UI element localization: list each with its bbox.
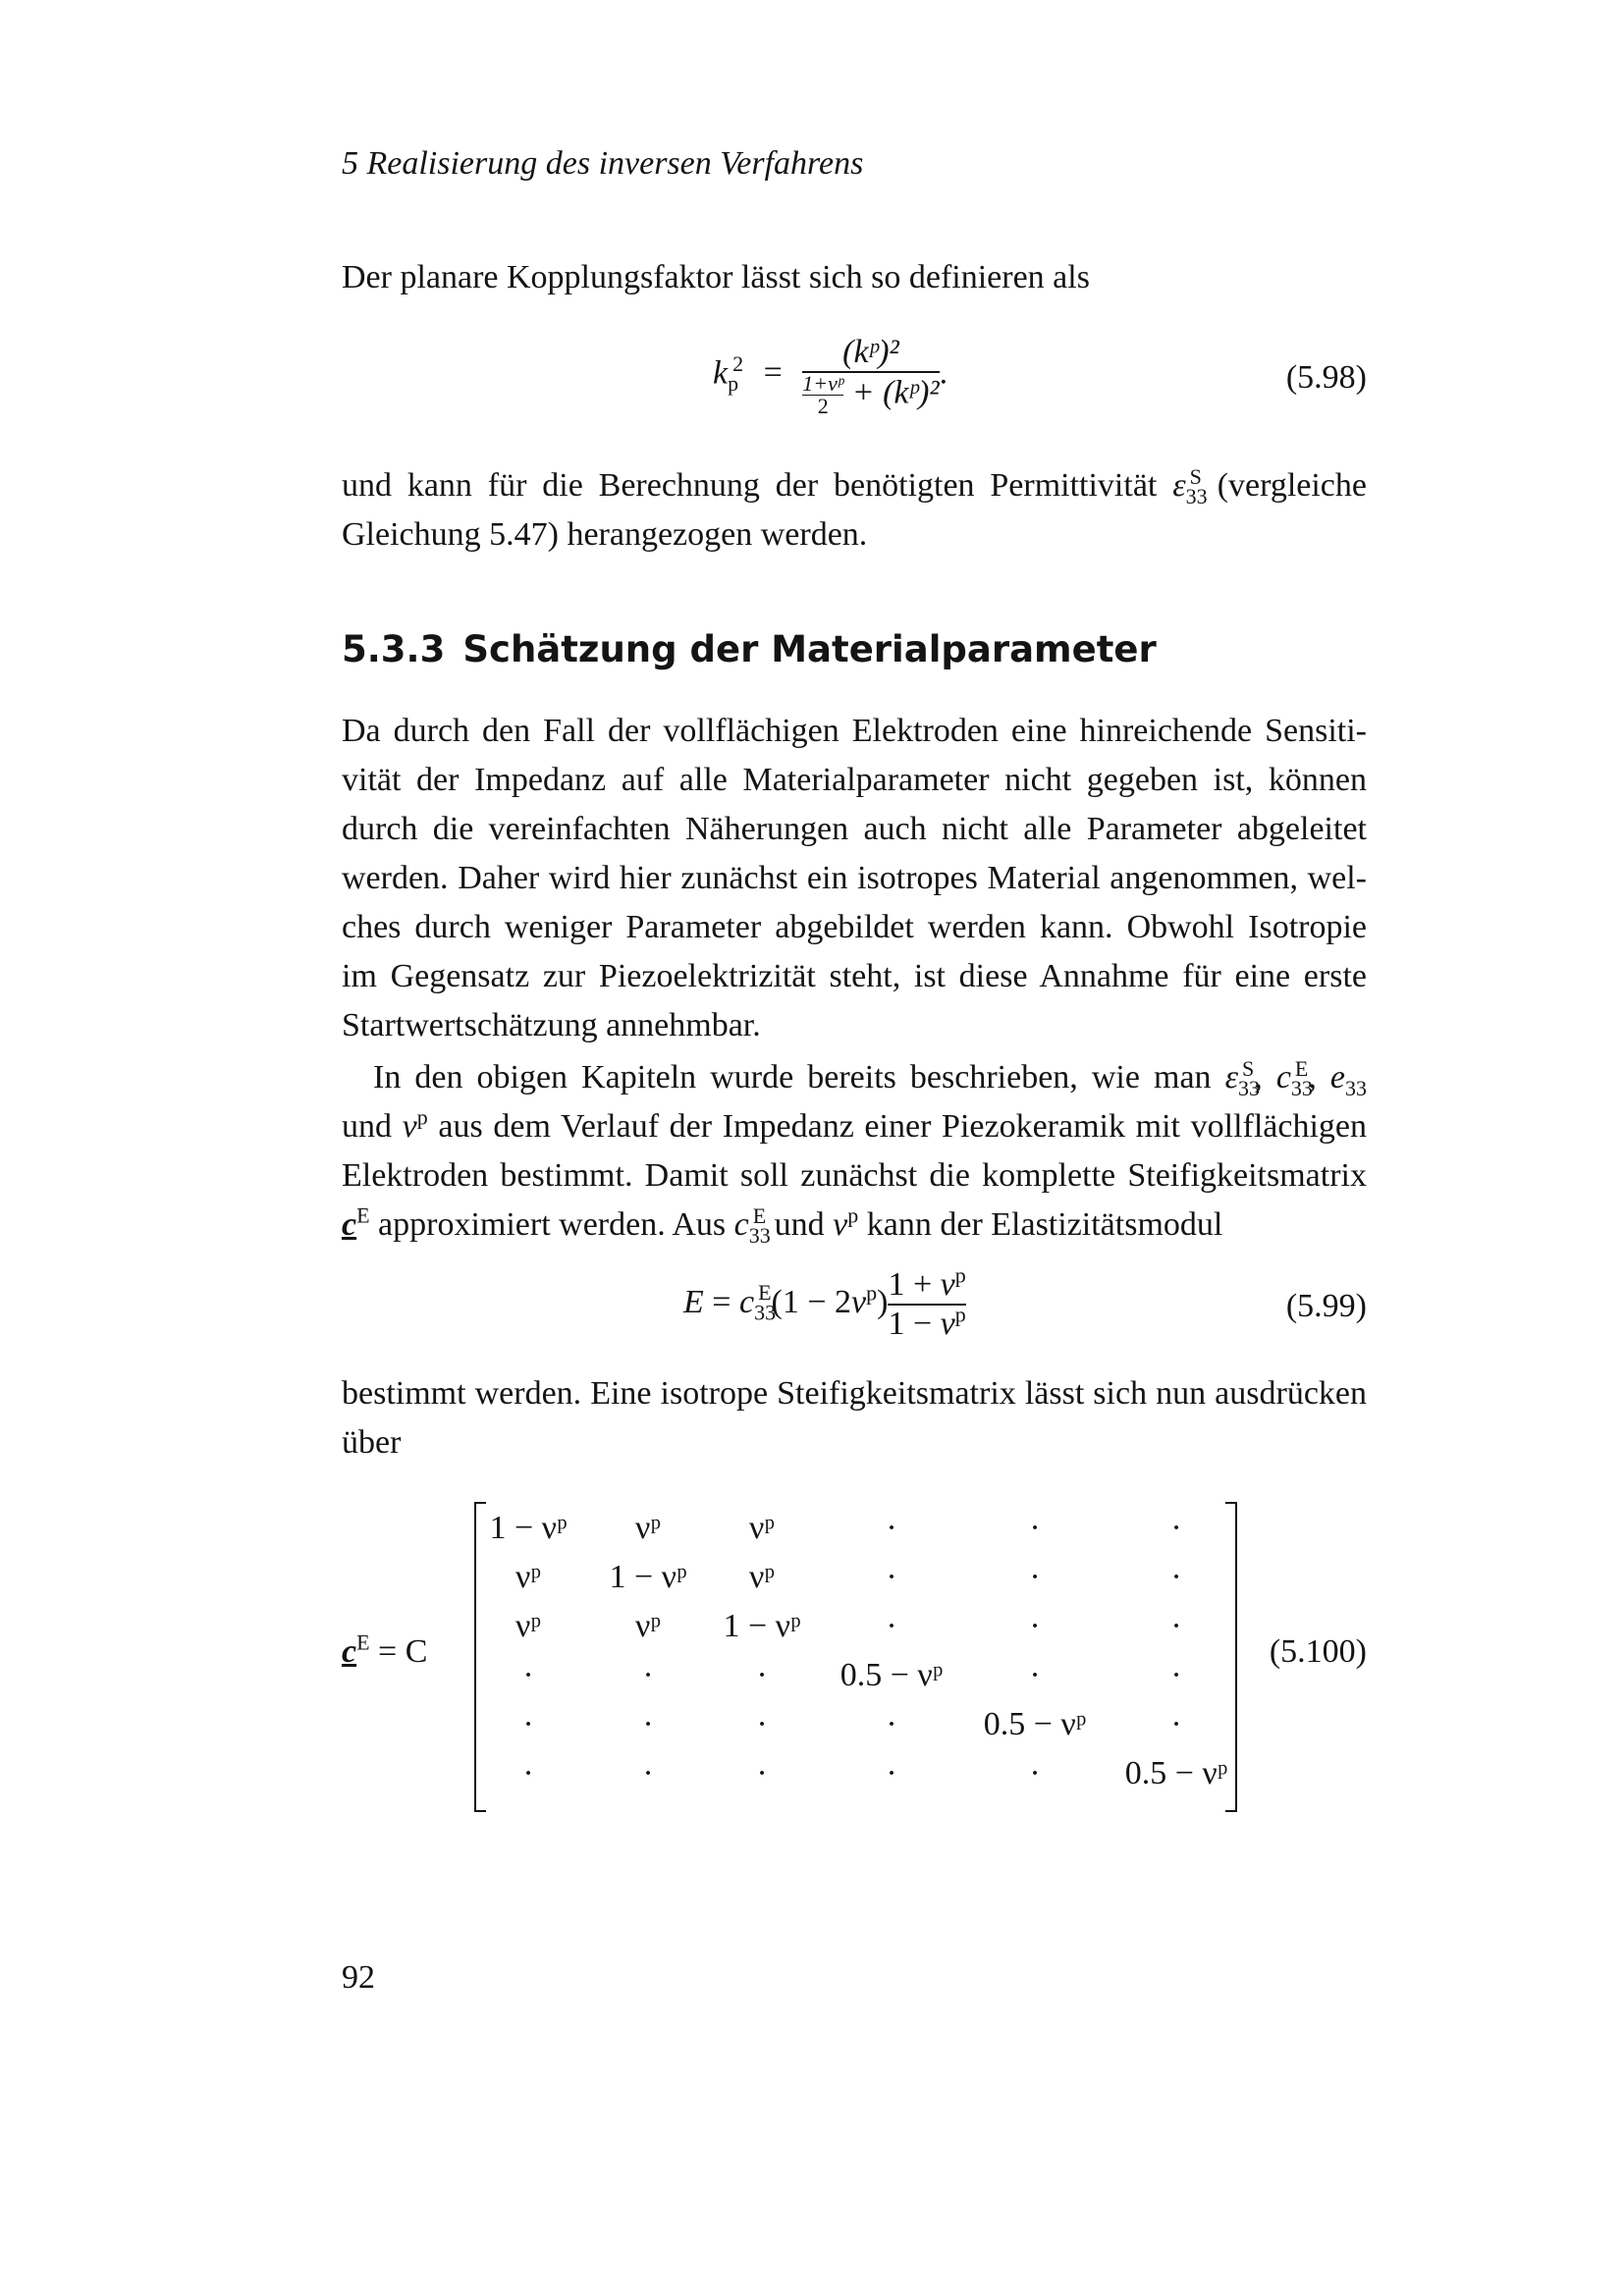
eq98-lhs-sub: p	[728, 371, 739, 397]
matrix-cell-r4-c6: ·	[1170, 1657, 1182, 1693]
paragraph-4	[342, 1053, 1367, 1250]
matrix-cell-r3-c3: 1 − νᵖ	[723, 1608, 801, 1644]
running-head: 5 Realisierung des inversen Verfahrens	[342, 145, 864, 182]
equation-number-5-99: (5.99)	[1285, 1288, 1367, 1324]
matrix-cell-r5-c4: ·	[886, 1706, 897, 1742]
page-number: 92	[342, 1959, 375, 1996]
matrix-cell-r6-c1: ·	[522, 1755, 534, 1791]
matrix-cell-r3-c6: ·	[1170, 1608, 1182, 1644]
paragraph-4-line-4: $c^E$ approximiert werden. Aus $c_{33}^E$ und $\nu^p$ kann der Elastizitätsmodul	[342, 1202, 1223, 1248]
paragraph-2-line-2: Gleichung 5.47) herangezogen werden.	[342, 516, 868, 553]
paragraph-3-line: werden. Daher wird hier zunächst ein isotropes Material angenommen, wel-	[342, 860, 1367, 896]
section-number: 5.3.3	[342, 628, 446, 670]
matrix-cell-r2-c2: 1 − νᵖ	[609, 1559, 687, 1595]
eq98-small-fraction	[802, 373, 843, 417]
matrix-cell-r4-c3: ·	[756, 1657, 768, 1693]
paragraph-5-line-1: bestimmt werden. Eine isotrope Steifigkeitsmatrix lässt sich nun ausdrücken	[342, 1375, 1367, 1412]
matrix-cell-r5-c3: ·	[756, 1706, 768, 1742]
eq98-numerator: (kᵖ)²	[842, 334, 899, 370]
eq98-lhs-k: k	[713, 354, 729, 392]
paragraph-3-line: Da durch den Fall der vollflächigen Elektroden eine hinreichende Sensiti-	[342, 713, 1367, 749]
matrix-cell-r3-c2: νᵖ	[635, 1608, 661, 1644]
paragraph-2	[342, 461, 1367, 560]
matrix-cell-r5-c1: ·	[522, 1706, 534, 1742]
paragraph-5-line-2: über	[342, 1424, 402, 1461]
paragraph-1	[342, 253, 1367, 302]
matrix-left-bracket	[474, 1502, 486, 1812]
matrix-cell-r4-c1: ·	[522, 1657, 534, 1693]
matrix-cell-r1-c2: νᵖ	[635, 1510, 661, 1546]
equation-5-100	[342, 1502, 1382, 1816]
equation-5-98: $k_p^2$ = (kᵖ)² $\frac{\text{1+νᵖ}}{2}$ + (kᵖ)² .	[713, 334, 948, 418]
matrix-cell-r5-c5: 0.5 − νᵖ	[983, 1706, 1087, 1742]
eq99-fraction: $\frac{1 + \nu^p}{1 - \nu^p}$	[888, 1262, 966, 1342]
matrix-cell-r1-c6: ·	[1170, 1510, 1182, 1546]
matrix-cell-r6-c5: ·	[1029, 1755, 1041, 1791]
matrix-cell-r4-c4: 0.5 − νᵖ	[839, 1657, 944, 1693]
matrix-cell-r5-c6: ·	[1170, 1706, 1182, 1742]
matrix-cell-r3-c4: ·	[886, 1608, 897, 1644]
matrix-cell-r2-c4: ·	[886, 1559, 897, 1595]
paragraph-3-line: vität der Impedanz auf alle Materialparameter nicht gegeben ist, können	[342, 762, 1367, 798]
eq98-den-rest: + (kᵖ)²	[851, 374, 940, 411]
matrix-cell-r4-c5: ·	[1029, 1657, 1041, 1693]
matrix-lhs: $c^E = C$	[342, 1629, 428, 1670]
eq98-fraction	[802, 334, 939, 417]
paragraph-3-line: im Gegensatz zur Piezoelektrizität steht, ist diese Annahme für eine erste	[342, 958, 1367, 994]
matrix-cell-r1-c1: 1 − νᵖ	[489, 1510, 568, 1546]
paragraph-1-line: Der planare Kopplungsfaktor lässt sich so definieren als	[342, 259, 1090, 295]
matrix-cell-r6-c3: ·	[756, 1755, 768, 1791]
paragraph-5	[342, 1369, 1367, 1468]
matrix-cell-r1-c4: ·	[886, 1510, 897, 1546]
matrix-cell-r2-c5: ·	[1029, 1559, 1041, 1595]
paragraph-3-line: Startwertschätzung annehmbar.	[342, 1007, 761, 1043]
eq98-denominator	[802, 371, 939, 417]
matrix-cell-r1-c5: ·	[1029, 1510, 1041, 1546]
matrix-cell-r2-c3: νᵖ	[749, 1559, 775, 1595]
matrix-cell-r5-c2: ·	[642, 1706, 654, 1742]
eq98-lhs-sup: 2	[732, 350, 744, 376]
section-heading	[342, 628, 1157, 670]
matrix-cell-r1-c3: νᵖ	[749, 1510, 775, 1546]
equation-5-99: $E = c_{33}^E(1 - 2\nu^p)$ $\frac{1 + \nu^p}{1 - \nu^p}$	[683, 1262, 966, 1342]
eq98-small-den: 2	[817, 394, 829, 418]
matrix-cell-r6-c2: ·	[642, 1755, 654, 1791]
paragraph-4-line-1: In den obigen Kapiteln wurde bereits beschrieben, wie man $\varepsilon_{33}^S$, $c_{33}^E$, $e_{33}$	[373, 1055, 1368, 1100]
matrix-cell-r2-c6: ·	[1170, 1559, 1182, 1595]
paragraph-3-line: durch die vereinfachten Näherungen auch nicht alle Parameter abgeleitet	[342, 811, 1367, 847]
eq98-small-num: 1+νᵖ	[802, 371, 844, 396]
matrix-cell-r6-c6: 0.5 − νᵖ	[1124, 1755, 1228, 1791]
equation-number-5-98: (5.98)	[1285, 359, 1367, 396]
paragraph-3-line: ches durch weniger Parameter abgebildet werden kann. Obwohl Isotropie	[342, 909, 1367, 945]
matrix-cell-r4-c2: ·	[642, 1657, 654, 1693]
matrix-cell-r3-c5: ·	[1029, 1608, 1041, 1644]
paragraph-4-line-2: und $\nu^p$ aus dem Verlauf der Impedanz einer Piezokeramik mit vollflächigen	[342, 1104, 1368, 1145]
matrix-cell-r2-c1: νᵖ	[515, 1559, 541, 1595]
equation-number-5-100: (5.100)	[1269, 1633, 1367, 1670]
matrix-cell-r3-c1: νᵖ	[515, 1608, 541, 1644]
paragraph-2-line-1: und kann für die Berechnung der benötigten Permittivität $\varepsilon_{33}^S$ (vergleiche	[342, 463, 1367, 508]
matrix-cell-r6-c4: ·	[886, 1755, 897, 1791]
paragraph-3	[342, 707, 1367, 1050]
paragraph-4-line-3: Elektroden bestimmt. Damit soll zunächst die komplette Steifigkeitsmatrix	[342, 1157, 1367, 1194]
section-title: Schätzung der Materialparameter	[462, 628, 1157, 670]
